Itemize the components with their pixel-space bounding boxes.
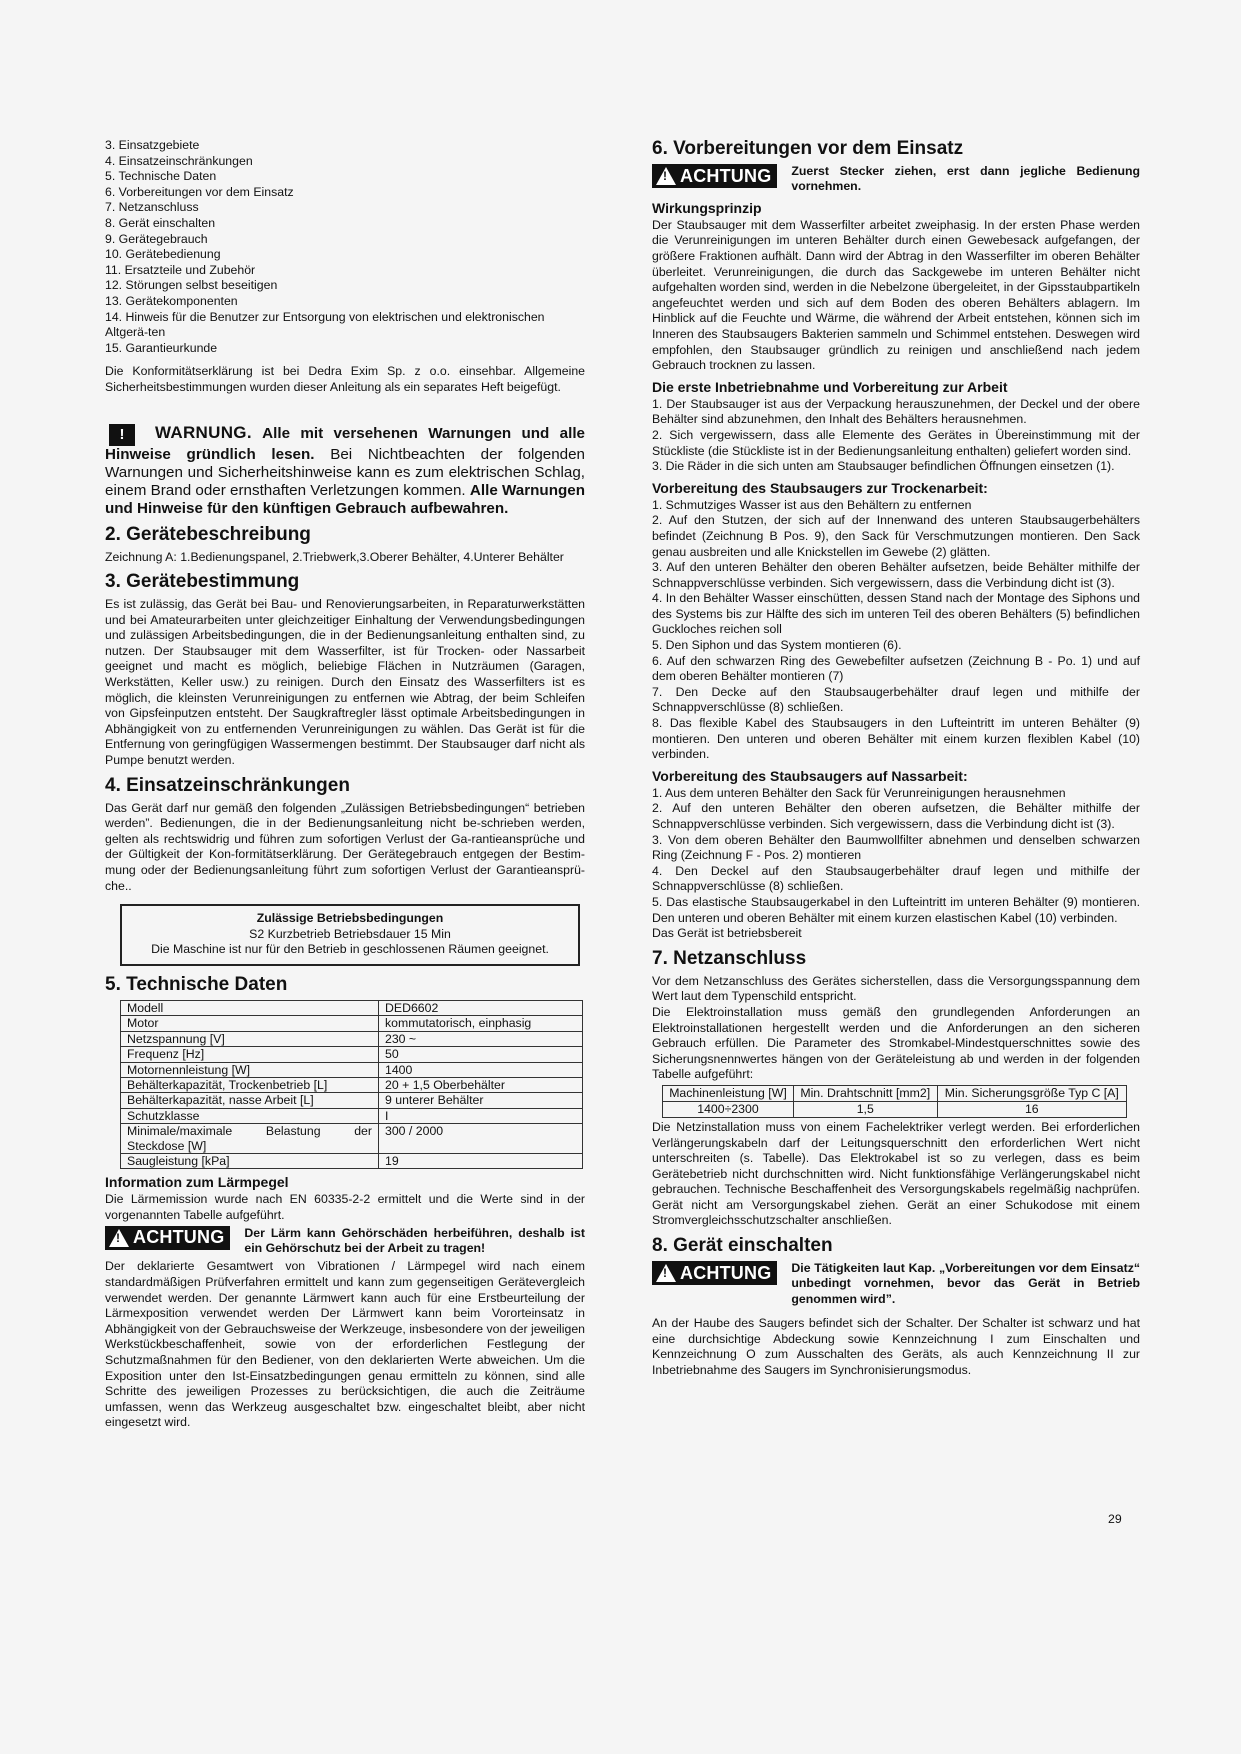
table-header-row [663, 1085, 1127, 1101]
toc-item: 9. Gerätegebrauch [105, 231, 208, 246]
list-item: 2. Auf den unteren Behälter den oberen aufsetzen, die Behälter mithilfe der Schnappverschlüsse verbinden. Sich vergewissern, dass die Verbindung dicht ist (3). [652, 801, 1140, 831]
vibration-text: Der deklarierte Gesamtwert von Vibrationen / Lärmpegel wird nach einem standardmäßigen Prüfverfahren ermittelt und kann zum gegenseitigen Gerätevergleich verwendet werden. Der genannte Lärmwert kann auch für eine Erstbeurteilung der Lärmexposition verwendet werden Der Lärmwert kann beim Vororteinsatz in Abhängigkeit von der Gebrauchsweise der Werkzeuge, insbesondere von der jeweiligen Werkstückbeschaffenheit, sowie von der erforderlichen Festlegung der Schutzmaßnahmen für den Bediener, von den deklarierten Werte abweichen. Um die Exposition unter den Ist-Einsatzbedingungen genau ermitteln zu können, sind alle Schritte des jeweiligen Prozesses zu berücksichtigen, die auch die Zeiträume umfassen, wenn das Werkzeug ausgeschaltet bzw. eingeschaltet bleibt, aber nicht eingesetzt wird. [105, 1259, 585, 1430]
left-column [105, 138, 585, 1431]
table-cell: kommutatorisch, einphasig [379, 1016, 583, 1031]
table-cell: Motor [121, 1016, 379, 1031]
table-row [121, 1124, 583, 1154]
table-cell: Schutzklasse [121, 1108, 379, 1123]
list-item: 7. Den Decke auf den Staubsaugerbehälter drauf legen und mithilfe der Schnappverschlüsse (8) schließen. [652, 684, 1140, 715]
warning-triangle-icon: ! [109, 1229, 129, 1247]
intro-text: Die Konformitätserklärung ist bei Dedra Exim Sp. z o.o. einsehbar. Allgemeine Sicherheitsbestimmungen wurden dieser Anleitung als ein separates Heft beigefügt. [105, 364, 585, 394]
warning-bold-text: Alle mit versehenen Warnungen und alle Hinweise gründlich lesen. [105, 424, 585, 463]
box-line: S2 Kurzbetrieb Betriebsdauer 15 Min [249, 926, 451, 941]
table-row [121, 1047, 583, 1062]
list-item: 1. Aus dem unteren Behälter den Sack für Verunreinigungen herausnehmen [652, 785, 1066, 800]
table-cell: Behälterkapazität, Trockenbetrieb [L] [121, 1078, 379, 1093]
table-cell: 1,5 [793, 1101, 937, 1117]
table-cell: Minimale/maximale Belastung der Steckdose [W] [121, 1124, 379, 1154]
toc-item: 4. Einsatzeinschränkungen [105, 153, 253, 168]
table-cell: 230 ~ [379, 1031, 583, 1046]
section-title: 7. Netzanschluss [652, 947, 807, 969]
operating-conditions-box [120, 904, 580, 966]
section-text: Das Gerät darf nur gemäß den folgenden „Zulässigen Betriebsbedingungen“ betrieben werden”. Bedienungen, die in der Bedienungsanleitung nicht be-schrieben werden, gelten als rechtswidrig und führen zum sofortigen Verlust der Ga-rantieansprüche und der Gültigkeit der Kon-formitätserklärung. Der Gerätegebrauch entgegen der Bestim-mung oder der Bedienungsanleitung führt zum sofortigen Verlust der Garantieansprü-che.. [105, 800, 585, 893]
table-header-cell: Machinenleistung [W] [663, 1085, 794, 1101]
list-item: 3. Auf den unteren Behälter den oberen Behälter aufsetzen, beide Behälter mithilfe der Schnappverschlüsse verbinden. Sich vergewissern, dass die Verbindung dicht ist (3). [652, 560, 1140, 590]
table-cell: Netzspannung [V] [121, 1031, 379, 1046]
right-column [652, 138, 1140, 1379]
toc-item: 12. Störungen selbst beseitigen [105, 278, 278, 293]
warning-keep-text: Alle Warnungen und Hinweise für den künftigen Gebrauch aufbewahren. [105, 481, 585, 517]
list-item: 3. Von dem oberen Behälter den Baumwollfilter abnehmen und denselben schwarzen Ring (Zeichnung F - Pos. 2) montieren [652, 832, 1140, 863]
table-row [121, 1000, 583, 1015]
section-text: Zeichnung A: 1.Bedienungspanel, 2.Triebwerk,3.Oberer Behälter, 4.Unterer Behälter [105, 549, 564, 564]
box-line: Die Maschine ist nur für den Betrieb in geschlossenen Räumen geeignet. [151, 942, 549, 957]
subsection-title: Wirkungsprinzip [652, 199, 762, 216]
section-title: 6. Vorbereitungen vor dem Einsatz [652, 138, 964, 159]
list-item: 2. Auf den Stutzen, der sich auf der Innenwand des unteren Staubsaugerbehälters befindet (Zeichnung B Pos. 9), den Sack für Verschmutzungen montieren. Den Sack genau ausbreiten und alle Knickstellen im Gewebe (2) glätten. [652, 513, 1140, 559]
switch-on-warning [652, 1261, 1140, 1307]
section-title: 2. Gerätebeschreibung [105, 523, 311, 545]
warning-triangle-icon: ! [656, 1264, 676, 1282]
toc-item: 14. Hinweis für die Benutzer zur Entsorgung von elektrischen und elektronischen Altgerä-ten [105, 309, 545, 340]
toc-item: 3. Einsatzgebiete [105, 138, 200, 152]
table-row [121, 1016, 583, 1031]
table-cell: 19 [379, 1154, 583, 1169]
toc-item: 5. Technische Daten [105, 169, 217, 184]
fuse-table [662, 1085, 1127, 1118]
table-header-cell: Min. Sicherungsgröße Typ C [A] [937, 1085, 1126, 1101]
table-cell: 20 + 1,5 Oberbehälter [379, 1078, 583, 1093]
table-cell: Modell [121, 1000, 379, 1015]
noise-warning-text: Der Lärm kann Gehörschäden herbeiführen, deshalb ist ein Gehörschutz bei der Arbeit zu tragen! [244, 1225, 585, 1256]
table-header-cell: Min. Drahtschnitt [mm2] [793, 1085, 937, 1101]
list-item: 5. Den Siphon und das System montieren (6). [652, 638, 902, 653]
table-cell: 9 unterer Behälter [379, 1093, 583, 1108]
section-title: 8. Gerät einschalten [652, 1235, 833, 1257]
list-item: 5. Das elastische Staubsaugerkabel in den Lufteintritt im unteren Behälter (9) montieren. Den unteren und oberen Behälter mit einem kurzen elastischen Kabel (10) verbinden. [652, 894, 1140, 925]
box-title: Zulässige Betriebsbedingungen [256, 911, 444, 926]
list-item: 4. Den Deckel auf den Staubsaugerbehälter drauf legen und mithilfe der Schnappverschlüsse (8) schließen. [652, 863, 1140, 894]
achtung-badge [652, 164, 777, 188]
toc-item: 11. Ersatzteile und Zubehör [105, 262, 256, 277]
table-cell: 16 [937, 1101, 1126, 1117]
table-cell: 1400 [379, 1062, 583, 1077]
subsection-title: Die erste Inbetriebnahme und Vorbereitung zur Arbeit [652, 378, 1008, 395]
noise-warning [105, 1226, 585, 1257]
list-item: 4. In den Behälter Wasser einschütten, dessen Stand nach der Montage des Siphons und des Systems bis zur Hälfte des sich im unteren Teil des oberen Behälters (5) befindlichen Guckloches reichen soll [652, 591, 1140, 637]
warning-icon: ! [109, 424, 135, 446]
warning-text: Bei Nichtbeachten der folgenden Warnungen und Sicherheitshinweise kann es zum elektrischen Schlag, einem Brand oder ernsthaften Verletzungen kommen. [105, 445, 585, 499]
table-cell: DED6602 [379, 1000, 583, 1015]
list-item: 2. Sich vergewissern, dass alle Elemente des Gerätes in Übereinstimmung mit der Stückliste (die Stückliste ist in der Bedienungsanleitung enthalten) geliefert worden sind. [652, 427, 1140, 458]
list-item: 1. Schmutziges Wasser ist aus den Behältern zu entfernen [652, 497, 972, 512]
toc-item: 7. Netzanschluss [105, 200, 199, 215]
list-item: 6. Auf den schwarzen Ring des Gewebefilter aufsetzen (Zeichnung B - Po. 1) und auf dem oberen Behälter montieren (7) [652, 653, 1140, 684]
page-number: 29 [1108, 1512, 1122, 1526]
section-text: An der Haube des Saugers befindet sich der Schalter. Der Schalter ist schwarz und hat eine durchsichtige Abdeckung sowie Kennzeichnung I zum Einschalten und Kennzeichnung O zum Ausschalten des Geräts, als auch Kennzeichnung II zur Inbetriebnahme des Saugers im Synchronisierungsmodus. [652, 1316, 1140, 1378]
section-text: Es ist zulässig, das Gerät bei Bau- und Renovierungsarbeiten, in Reparaturwerkstätten und bei Amateurarbeiten unter gleichzeitiger Einhaltung der Verwendungsbedingungen und zulässigen Arbeitsbedingungen, die in der Bedienungsanleitung enthalten sind, zu nutzen. Der Staubsauger mit dem Wasserfilter, ist für Trocken- oder Nassarbeit geeignet und macht es möglich, beliebige Flächen in Nutzräumen (Garagen, Werkstätten, Keller usw.) zu reinigen. Durch den Einsatz des Wasserfilters ist es möglich, die kleinsten Verunreinigungen zu entfernen wie Abtrag, der beim Schleifen von Gipsfeinputzen entsteht. Der Saugkraftregler lässt optimale Arbeitsbedingungen in Abhängigkeit von zu entfernenden Verunreinigungen zu wählen. Das Gerät ist für die Entfernung von geringfügigen Wassermengen bestimmt. Der Staubsauger darf nicht als Pumpe benutzt werden. [105, 597, 585, 768]
achtung-badge [105, 1226, 230, 1250]
section-text: Die Netzinstallation muss von einem Fachelektriker verlegt werden. Bei erforderlichen Verlängerungskabeln darf der Leitungsquerschnitt den erforderlichen Wert nicht unterschreiten (s. Tabelle). Das Elektrokabel ist so zu verlegen, dass es beim Gerätebetrieb nicht durchschnitten wird. Nicht funktionsfähige Verlängerungskabel nicht gebrauchen. Technische Beschaffenheit des Versorgungskabels regelmäßig nachprüfen. Gerät nicht am Versorgungskabel ziehen. Gerät an einer Schukodose mit einem Stromvergleichsschutzschalter anschließen. [652, 1119, 1140, 1228]
table-cell: 50 [379, 1047, 583, 1062]
warning-triangle-icon: ! [656, 167, 676, 185]
table-cell: Saugleistung [kPa] [121, 1154, 379, 1169]
list-item: 8. Das flexible Kabel des Staubsaugers in den Lufteintritt im unteren Behälter (9) montieren. Den unteren und oberen Behälter mit einem kurzen flexiblen Kabel (10) verbinden. [652, 716, 1140, 762]
table-of-contents [105, 138, 585, 356]
table-row [663, 1101, 1127, 1117]
warning-title: WARNUNG. [155, 422, 252, 442]
table-row [121, 1154, 583, 1169]
section-text: Die Elektroinstallation muss gemäß den grundlegenden Anforderungen an Elektroinstallationen hergestellt werden und die Anforderungen an den sicheren Gebrauch erfüllen. Die Parameter des Stromkabel-Mindestquerschnittes sowie des Sicherungsnennwertes hängen von der Geräteleistung ab und werden in der folgenden Tabelle aufgeführt: [652, 1004, 1140, 1082]
toc-item: 15. Garantieurkunde [105, 340, 218, 355]
list-item: Das Gerät ist betriebsbereit [652, 926, 802, 941]
table-cell: I [379, 1108, 583, 1123]
achtung-label: ACHTUNG [680, 1262, 772, 1283]
table-row [121, 1108, 583, 1123]
general-warning [105, 424, 585, 518]
table-cell: 1400÷2300 [663, 1101, 794, 1117]
table-cell: 300 / 2000 [379, 1124, 583, 1154]
toc-item: 10. Gerätebedienung [105, 247, 221, 262]
subsection-title: Vorbereitung des Staubsaugers auf Nassarbeit: [652, 767, 968, 784]
list-item: 3. Die Räder in die sich unten am Staubsauger befindlichen Öffnungen einsetzen (1). [652, 459, 1115, 474]
section-title: 5. Technische Daten [105, 973, 288, 995]
table-row [121, 1093, 583, 1108]
toc-item: 8. Gerät einschalten [105, 215, 216, 230]
subsection-title: Vorbereitung des Staubsaugers zur Trockenarbeit: [652, 479, 988, 496]
toc-item: 13. Gerätekomponenten [105, 293, 238, 308]
section-text: Vor dem Netzanschluss des Gerätes sicherstellen, dass die Versorgungsspannung dem Wert laut dem Typenschild entspricht. [652, 973, 1140, 1004]
achtung-label: ACHTUNG [680, 165, 772, 186]
principle-text: Der Staubsauger mit dem Wasserfilter arbeitet zweiphasig. In der ersten Phase werden die Verunreinigungen im unteren Behälter durch einen Gewebesack aufgefangen, der größere Fraktionen aufhält. Dann wird der Abtrag in den Wasserfilter im oberen Behälter überleitet. Verunreinigungen, die durch das Sackgewebe im unteren Behälter nicht aufgehalten worden sind, werden in die Nebelzone übergeleitet, in der Gipsstaubpartikeln angefeuchtet werden und sich auf dem Boden des oberen Behälters ablagern. Im Hinblick auf die Feuchte und Wärme, die während der Arbeit entstehen, können sich im Inneren des Staubsaugers Bakterien sammeln und Schimmel entstehen. Deswegen wird empfohlen, den Staubsauger gründlich zu reinigen und anschließend nach jedem Gebrauch trocknen zu lassen. [652, 217, 1140, 373]
toc-item: 6. Vorbereitungen vor dem Einsatz [105, 184, 294, 199]
section-title: 4. Einsatzeinschränkungen [105, 774, 350, 796]
subsection-title: Information zum Lärmpegel [105, 1174, 289, 1191]
noise-text: Die Lärmemission wurde nach EN 60335-2-2 ermittelt und die Werte sind in der vorgenannten Tabelle aufgeführt. [105, 1192, 585, 1223]
section-title: 3. Gerätebestimmung [105, 571, 300, 593]
achtung-badge [652, 1261, 777, 1285]
achtung-label: ACHTUNG [133, 1227, 225, 1248]
table-row [121, 1031, 583, 1046]
table-row [121, 1062, 583, 1077]
table-row [121, 1078, 583, 1093]
technical-data-table [120, 1000, 583, 1169]
preparation-warning-text: Zuerst Stecker ziehen, erst dann jegliche Bedienung vornehmen. [791, 164, 1140, 194]
switch-on-warning-text: Die Tätigkeiten laut Kap. „Vorbereitungen vor dem Einsatz“ unbedingt vornehmen, bevor das Gerät in Betrieb genommen wird”. [791, 1261, 1140, 1306]
table-cell: Behälterkapazität, nasse Arbeit [L] [121, 1093, 379, 1108]
list-item: 1. Der Staubsauger ist aus der Verpackung herauszunehmen, der Deckel und der obere Behälter sind abzunehmen, den Inhalt des Behälters herausnehmen. [652, 396, 1140, 427]
table-cell: Motornennleistung [W] [121, 1062, 379, 1077]
preparation-warning [652, 164, 1140, 195]
table-cell: Frequenz [Hz] [121, 1047, 379, 1062]
